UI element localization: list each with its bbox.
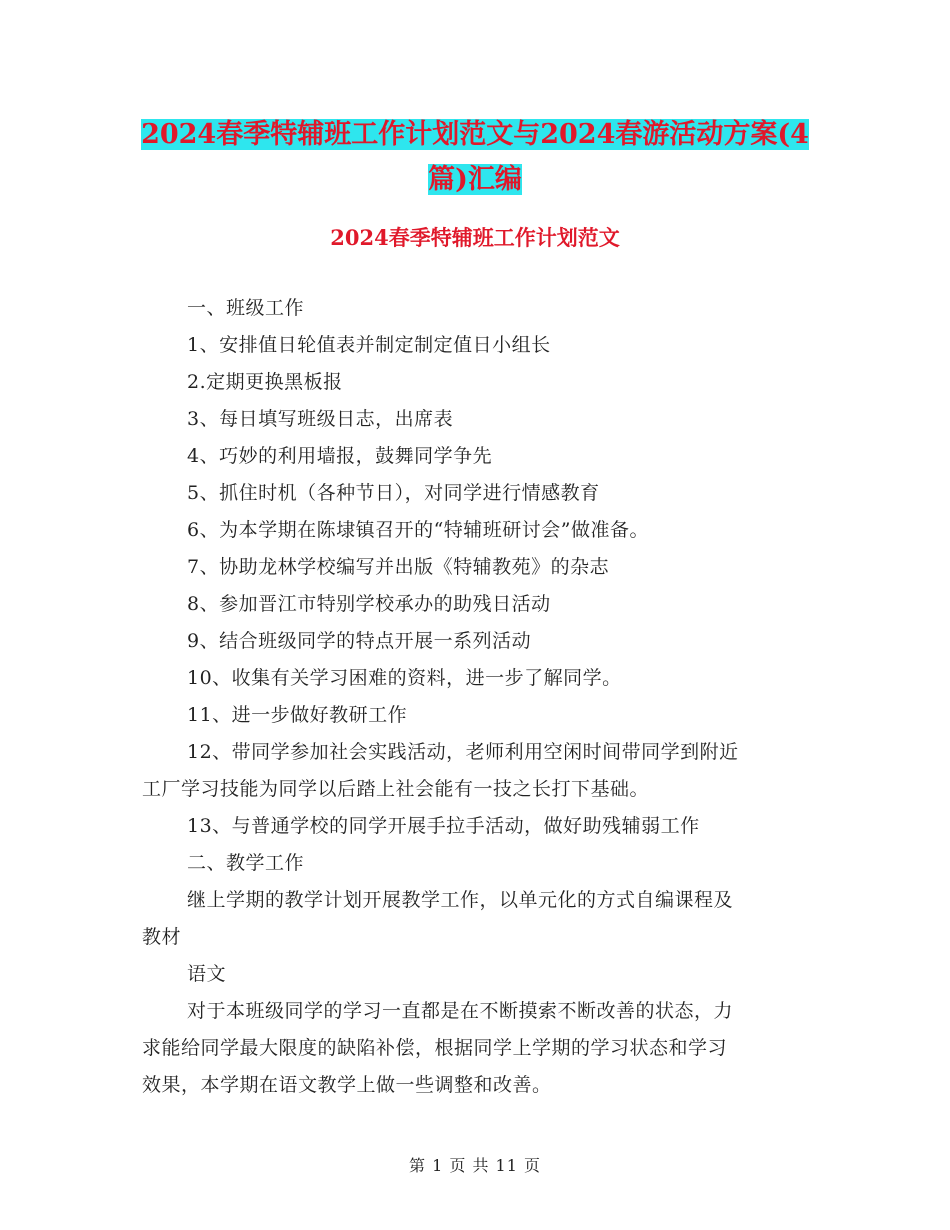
- document-body: [142, 290, 802, 1104]
- section-title: 2024春季特辅班工作计划范文: [330, 225, 620, 250]
- list-item: 3、每日填写班级日志，出席表: [187, 408, 454, 430]
- list-item-continuation: 工厂学习技能为同学以后踏上社会能有一技之长打下基础。: [142, 778, 650, 800]
- list-item: 6、为本学期在陈埭镇召开的“特辅班研讨会”做准备。: [187, 519, 650, 541]
- paragraph-line: 继上学期的教学计划开展教学工作，以单元化的方式自编课程及: [187, 889, 734, 911]
- list-item: 2.定期更换黑板报: [187, 371, 343, 393]
- title-line-2: 篇)汇编: [428, 164, 522, 195]
- paragraph-line: 教材: [142, 926, 182, 948]
- list-item: 1、安排值日轮值表并制定制定值日小组长: [187, 334, 551, 356]
- list-item: 11、进一步做好教研工作: [187, 704, 408, 726]
- document-title: [140, 112, 810, 202]
- list-item: 5、抓住时机（各种节日），对同学进行情感教育: [187, 482, 600, 504]
- subheading-chinese: 语文: [187, 963, 227, 985]
- list-item: 9、结合班级同学的特点开展一系列活动: [187, 630, 532, 652]
- list-item: 7、协助龙林学校编写并出版《特辅教苑》的杂志: [187, 556, 610, 578]
- title-line-1: 2024春季特辅班工作计划范文与2024春游活动方案(4: [141, 119, 809, 150]
- paragraph-line: 求能给同学最大限度的缺陷补偿，根据同学上学期的学习状态和学习: [142, 1037, 728, 1059]
- paragraph-line: 效果，本学期在语文教学上做一些调整和改善。: [142, 1074, 552, 1096]
- list-item: 4、巧妙的利用墙报，鼓舞同学争先: [187, 445, 493, 467]
- list-item: 13、与普通学校的同学开展手拉手活动，做好助残辅弱工作: [187, 815, 700, 837]
- list-item: 12、带同学参加社会实践活动，老师利用空闲时间带同学到附近: [187, 741, 739, 763]
- list-item: 10、收集有关学习困难的资料，进一步了解同学。: [187, 667, 622, 689]
- heading-teaching-work: 二、教学工作: [187, 852, 305, 874]
- page-footer: 第 1 页 共 11 页: [409, 1156, 541, 1175]
- paragraph-line: 对于本班级同学的学习一直都是在不断摸索不断改善的状态，力: [187, 1000, 734, 1022]
- heading-class-work: 一、班级工作: [187, 297, 305, 319]
- list-item: 8、参加晋江市特别学校承办的助残日活动: [187, 593, 551, 615]
